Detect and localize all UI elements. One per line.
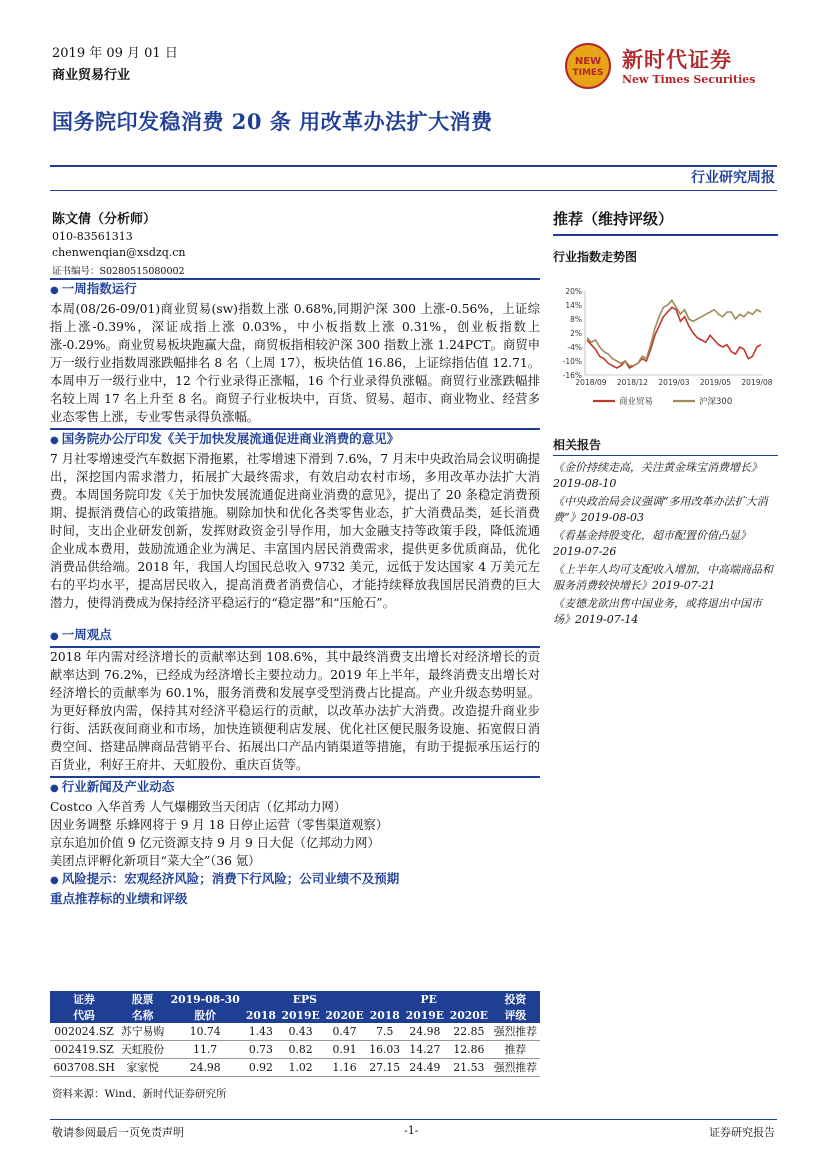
table-cell: 10.74 [167, 1023, 243, 1041]
risk-warning: ● 风险提示：宏观经济风险；消费下行风险；公司业绩不及预期 [50, 871, 400, 886]
y-tick-label: 2% [570, 329, 582, 338]
related-report-link[interactable]: 《中央政治局会议强调“多用改革办法扩大消费”》2019-08-03 [553, 495, 768, 524]
x-tick-label: 2019/05 [699, 378, 732, 387]
table-cell: 002419.SZ [50, 1041, 118, 1059]
table-subheader-cell: 2020E [323, 1007, 367, 1023]
y-tick-label: -10% [562, 357, 582, 366]
table-header-cell: 投资 [491, 991, 540, 1007]
section-heading-news: ● 行业新闻及产业动态 [50, 779, 175, 794]
analyst-license: 证书编号：S0280515080002 [52, 266, 185, 277]
table-header-cell: 证券 [50, 991, 118, 1007]
table-header-cell: EPS [243, 991, 366, 1007]
index-trend-chart [553, 283, 778, 413]
table-cell: 24.98 [403, 1023, 447, 1041]
logo-company-name: 新时代证券 [622, 47, 732, 72]
table-row [50, 1059, 540, 1077]
table-row [50, 1041, 540, 1059]
table-cell: 0.92 [243, 1059, 278, 1077]
table-cell: 21.53 [447, 1059, 491, 1077]
table-cell: 11.7 [167, 1041, 243, 1059]
svg-text:NEW: NEW [574, 56, 602, 67]
header-rule [50, 190, 777, 191]
related-rule [553, 455, 778, 456]
x-tick-label: 2019/03 [658, 378, 690, 387]
table-cell: 苏宁易购 [118, 1023, 167, 1041]
table-cell: 603708.SH [50, 1059, 118, 1077]
section-view-text: 2018 年内需对经济增长的贡献率达到 108.6%，其中最终消费支出增长对经济增长的贡献率达到 76.2%，已经成为经济增长主要拉动力。2019 年上半年，最终消费支出增长对经济增长的贡献率为 60.1%，服务消费和发展享受型消费占比提高。产业升级态势明显。为更好释放内需，保持其对经济平稳运行的贡献，以改革办法扩大消费。改造提升商业步行街、活跃夜间商业和市场，加快连锁便利店发展、优化社区便民服务设施、拓宽假日消费空间、搭建品牌商品营销平台、拓展出口产品内销渠道等措施，有助于提振承压运行的百货业，利好王府井、天虹股份、重庆百货等。 [50, 650, 540, 772]
section-heading-policy: ● 国务院办公厅印发《关于加快发展流通促进商业消费的意见》 [50, 431, 400, 446]
table-title: 重点推荐标的业绩和评级 [50, 891, 188, 906]
legend-label: 沪深300 [699, 397, 733, 407]
legend-label: 商业贸易 [619, 397, 654, 407]
y-tick-label: 14% [565, 301, 582, 310]
table-subheader-cell: 名称 [118, 1007, 167, 1023]
table-subheader-cell: 2019E [403, 1007, 447, 1023]
news-item: 因业务调整 乐蜂网将于 9 月 18 日停止运营（零售渠道观察） [50, 818, 389, 832]
x-tick-label: 2018/12 [616, 378, 649, 387]
table-cell: 16.03 [367, 1041, 403, 1059]
y-tick-label: 20% [565, 287, 582, 296]
title-rule [50, 165, 777, 167]
recommendation-table [50, 991, 540, 1077]
table-cell: 家家悦 [118, 1059, 167, 1077]
table-cell: 7.5 [367, 1023, 403, 1041]
bullet-icon: ● [50, 285, 59, 296]
table-row [50, 1023, 540, 1041]
section-policy-text: 7 月社零增速受汽车数据下滑拖累，社零增速下滑到 7.6%，7 月末中央政治局会议明确提出，深挖国内需求潜力，拓展扩大最终需求，有效启动农村市场，多用改革办法扩大消费。本周国务院印发《关于加快发展流通促进商业消费的意见》，提出了 20 条稳定消费预期、提振消费信心的政策措施。剔除加快和优化各类零售业态，扩大消费品类，延长消费时间，支出企业研发创新，发挥财政资金引导作用，加大金融支持等政策手段，降低流通企业成本费用，鼓励流通企业为满足、丰富国内居民消费需求，提供更多优质商品，优化消费品供给端。2018 年，我国人均国民总收入 9732 美元，远低于发达国家 4 万美元左右的平均水平，提高居民收入，提高消费者消费信心，才能持续释放我国居民消费的巨大潜力，使得消费成为保持经济平稳运行的“稳定器”和“压舱石”。 [50, 452, 540, 610]
table-cell: 22.85 [447, 1023, 491, 1041]
y-tick-label: 8% [570, 315, 582, 324]
table-subheader-cell: 代码 [50, 1007, 118, 1023]
table-cell: 0.91 [323, 1041, 367, 1059]
table-cell: 0.82 [279, 1041, 323, 1059]
section-heading-index: ● 一周指数运行 [50, 281, 137, 296]
related-reports-list [553, 460, 778, 630]
bullet-icon: ● [50, 783, 59, 794]
table-cell: 24.98 [167, 1059, 243, 1077]
table-cell: 强烈推荐 [491, 1059, 540, 1077]
table-cell: 1.16 [323, 1059, 367, 1077]
rating: 推荐（维持评级） [553, 210, 674, 228]
chart-title: 行业指数走势图 [553, 250, 638, 264]
table-cell: 0.73 [243, 1041, 278, 1059]
table-cell: 推荐 [491, 1041, 540, 1059]
related-reports-heading: 相关报告 [553, 438, 602, 452]
related-report-link[interactable]: 《麦德龙欲出售中国业务，或将退出中国市场》2019-07-14 [553, 597, 762, 626]
report-title: 国务院印发稳消费 20 条 用改革办法扩大消费 [52, 109, 493, 134]
x-tick-label: 2018/09 [575, 378, 607, 387]
series-line-1 [587, 300, 761, 365]
industry-name: 商业贸易行业 [52, 68, 131, 83]
bullet-icon: ● [50, 875, 59, 886]
y-tick-label: -16% [562, 371, 582, 380]
analyst-phone: 010-83561313 [52, 230, 133, 243]
svg-text:TIMES: TIMES [572, 68, 604, 78]
table-subheader-cell: 2018 [243, 1007, 278, 1023]
news-item: 京东追加价值 9 亿元资源支持 9 月 9 日大促（亿邦动力网） [50, 836, 380, 850]
x-tick-label: 2019/08 [741, 378, 773, 387]
logo-company-name-en: New Times Securities [622, 73, 756, 86]
table-cell: 0.43 [279, 1023, 323, 1041]
main-body [50, 278, 540, 908]
news-item: Costco 入华首秀 人气爆棚致当天闭店（亿邦动力网） [50, 800, 347, 814]
table-subheader-cell: 2019E [279, 1007, 323, 1023]
footer-disclaimer: 敬请参阅最后一页免责声明 [52, 1126, 184, 1139]
footer-rule [50, 1119, 777, 1120]
related-report-link[interactable]: 《金价持续走高，关注黄金珠宝消费增长》2019-08-10 [553, 461, 762, 490]
table-cell: 天虹股份 [118, 1041, 167, 1059]
page-number: -1- [404, 1124, 419, 1137]
y-tick-label: -4% [567, 343, 582, 352]
report-type: 行业研究周报 [691, 170, 775, 186]
table-cell: 12.86 [447, 1041, 491, 1059]
analyst-name: 陈文倩（分析师） [52, 212, 157, 227]
table-header-cell: PE [367, 991, 491, 1007]
rating-rule [553, 234, 778, 236]
table-subheader-cell: 评级 [491, 1007, 540, 1023]
report-date: 2019 年 09 月 01 日 [52, 46, 178, 61]
table-cell: 14.27 [403, 1041, 447, 1059]
news-item: 美团点评孵化新项目“菜大全”（36 氪） [50, 854, 261, 868]
table-header-cell: 2019-08-30 [167, 991, 243, 1007]
table-subheader-cell: 2020E [447, 1007, 491, 1023]
table-subheader-cell: 2018 [367, 1007, 403, 1023]
table-cell: 强烈推荐 [491, 1023, 540, 1041]
table-cell: 24.49 [403, 1059, 447, 1077]
table-source: 资料来源：Wind、新时代证券研究所 [52, 1088, 227, 1100]
related-report-link[interactable]: 《看基金持股变化，超市配置价值凸显》2019-07-26 [553, 529, 751, 558]
table-cell: 1.43 [243, 1023, 278, 1041]
bullet-icon: ● [50, 435, 59, 446]
analyst-email[interactable]: chenwenqian@xsdzq.cn [52, 246, 186, 259]
table-cell: 27.15 [367, 1059, 403, 1077]
section-index-text: 本周(08/26-09/01)商业贸易(sw)指数上涨 0.68%,同期沪深 300 上涨-0.56%，上证综指上涨-0.39%，深证成指上涨 0.03%，中小板指数上涨 0.31%，创业板指数上涨-0.29%。商业贸易板块跑赢大盘，商贸板指相较沪深 300 指数上涨 1.24PCT。商贸申万一级行业指数周涨跌幅排名 8 名（上周 17），板块估值 16.86，上证综指估值 12.71。本周申万一级行业中，12 个行业录得正涨幅，16 个行业录得负涨幅。商贸行业涨跌幅排名较上周 17 名上升至 8 名。商贸子行业板块中，百货、贸易、超市、商业物业、经营多业态零售上涨，专业零售录得负涨幅。 [50, 302, 540, 424]
table-cell: 1.02 [279, 1059, 323, 1077]
section-heading-view: ● 一周观点 [50, 627, 112, 642]
bullet-icon: ● [50, 631, 59, 642]
related-report-link[interactable]: 《上半年人均可支配收入增加，中高端商品和服务消费较快增长》2019-07-21 [553, 563, 773, 592]
table-cell: 002024.SZ [50, 1023, 118, 1041]
footer-type: 证券研究报告 [709, 1126, 775, 1139]
table-header-cell: 股票 [118, 991, 167, 1007]
table-subheader-cell: 股价 [167, 1007, 243, 1023]
table-cell: 0.47 [323, 1023, 367, 1041]
new-times-logo-icon [556, 40, 620, 92]
